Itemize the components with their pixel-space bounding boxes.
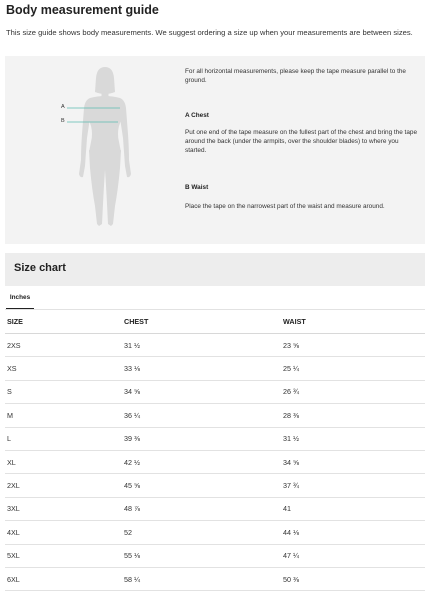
waist-section-title: B Waist xyxy=(185,184,209,191)
waist-cell: 23 ⅝ xyxy=(281,334,425,357)
table-row xyxy=(5,474,425,497)
waist-instructions: Place the tape on the narrowest part of the waist and measure around. xyxy=(185,203,385,210)
size-cell: XS xyxy=(5,357,122,380)
chest-cell: 52 xyxy=(122,521,281,544)
column-header-size: SIZE xyxy=(5,310,122,334)
table-row xyxy=(5,450,425,473)
waist-cell: 34 ⅝ xyxy=(281,450,425,473)
chest-instructions: Put one end of the tape measure on the fullest part of the chest and bring the tape around the back (under the armpits, over the shoulder blades) to where you started. xyxy=(185,129,417,155)
waist-cell: 44 ⅛ xyxy=(281,521,425,544)
size-cell: 6XL xyxy=(5,567,122,590)
table-row xyxy=(5,544,425,567)
chest-cell: 48 ⅞ xyxy=(122,497,281,520)
waist-cell: 28 ⅜ xyxy=(281,404,425,427)
waist-marker-label: B xyxy=(61,118,65,124)
table-row xyxy=(5,497,425,520)
size-cell: 3XL xyxy=(5,497,122,520)
size-cell: XL xyxy=(5,450,122,473)
chest-marker-label: A xyxy=(61,104,65,110)
table-row xyxy=(5,404,425,427)
chest-section-title: A Chest xyxy=(185,112,209,119)
chest-cell: 42 ½ xyxy=(122,450,281,473)
page-title: Body measurement guide xyxy=(6,3,159,17)
table-row xyxy=(5,357,425,380)
waist-cell: 26 ¾ xyxy=(281,380,425,403)
horizontal-note-text: For all horizontal measurements, please keep the tape measure parallel to the ground. xyxy=(185,68,406,85)
waist-cell: 25 ¼ xyxy=(281,357,425,380)
horizontal-measure-note xyxy=(185,67,417,85)
table-row xyxy=(5,427,425,450)
table-header-row xyxy=(5,310,425,334)
size-chart-table xyxy=(5,310,425,591)
waist-cell: 41 xyxy=(281,497,425,520)
chest-cell: 34 ⅝ xyxy=(122,380,281,403)
table-row xyxy=(5,567,425,590)
column-header-waist: WAIST xyxy=(281,310,425,334)
tab-inches[interactable]: Inches xyxy=(6,292,34,309)
size-cell: 2XL xyxy=(5,474,122,497)
chest-cell: 33 ⅛ xyxy=(122,357,281,380)
size-cell: 5XL xyxy=(5,544,122,567)
chest-cell: 36 ¼ xyxy=(122,404,281,427)
chest-cell: 55 ⅛ xyxy=(122,544,281,567)
body-figure-illustration xyxy=(5,56,180,244)
chest-cell: 58 ¼ xyxy=(122,567,281,590)
table-row xyxy=(5,380,425,403)
column-header-chest: CHEST xyxy=(122,310,281,334)
chest-cell: 39 ⅜ xyxy=(122,427,281,450)
size-cell: L xyxy=(5,427,122,450)
chest-cell: 45 ⅝ xyxy=(122,474,281,497)
size-chart-header xyxy=(5,253,425,286)
size-cell: S xyxy=(5,380,122,403)
table-row xyxy=(5,521,425,544)
size-cell: 2XS xyxy=(5,334,122,357)
size-cell: 4XL xyxy=(5,521,122,544)
waist-cell: 37 ¾ xyxy=(281,474,425,497)
measurement-guide-panel xyxy=(5,56,425,244)
table-row xyxy=(5,334,425,357)
waist-cell: 50 ⅜ xyxy=(281,567,425,590)
page-subtitle: This size guide shows body measurements. We suggest ordering a size up when your measurements are between sizes. xyxy=(6,28,413,37)
size-cell: M xyxy=(5,404,122,427)
waist-cell: 47 ¼ xyxy=(281,544,425,567)
waist-cell: 31 ½ xyxy=(281,427,425,450)
size-chart-title: Size chart xyxy=(14,262,66,274)
chest-cell: 31 ½ xyxy=(122,334,281,357)
